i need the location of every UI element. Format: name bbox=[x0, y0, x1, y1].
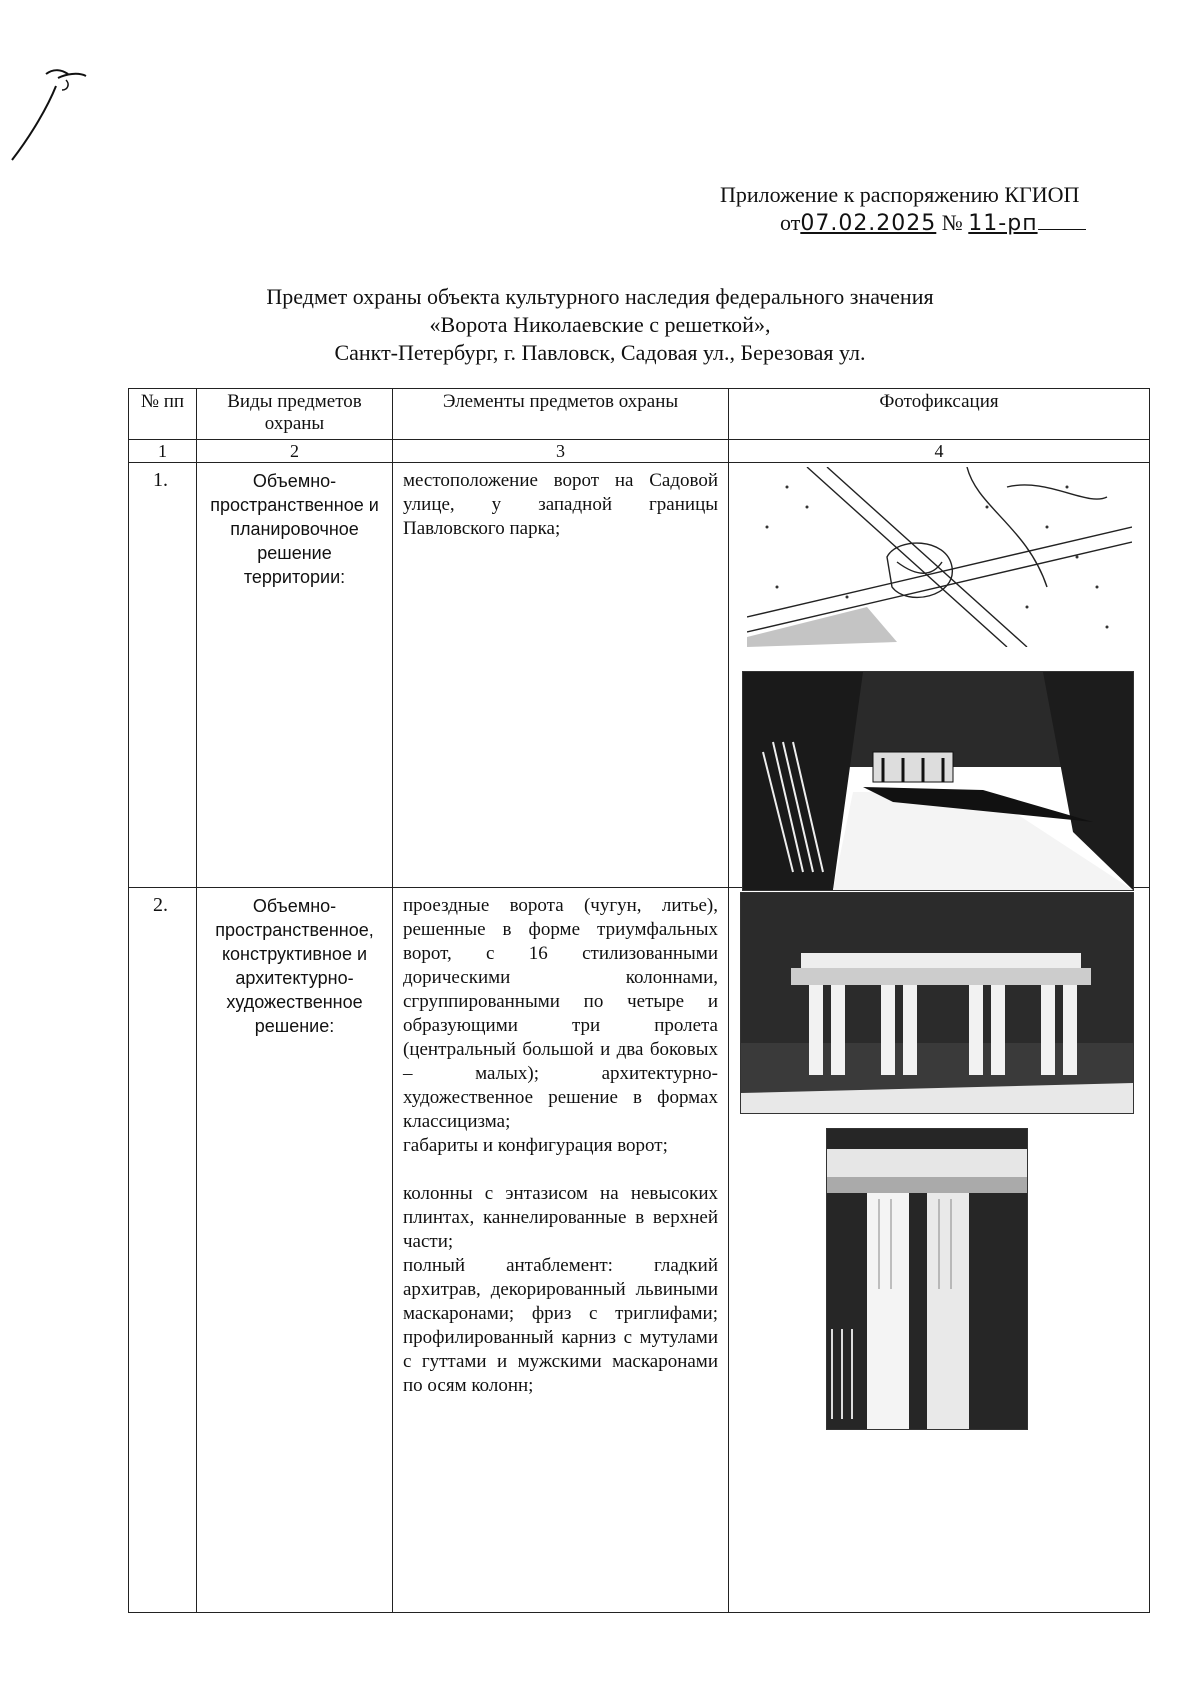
protection-type: Объемно-пространственное и планировочное решение территории: bbox=[197, 463, 393, 888]
column-number-row bbox=[129, 440, 1150, 463]
header-photo: Фотофиксация bbox=[729, 389, 1150, 440]
table-row bbox=[129, 463, 1150, 888]
order-number: 11-рп bbox=[968, 211, 1038, 236]
element-text: проездные ворота (чугун, литье), решенные в форме триумфальных ворот, с 16 стилизованными дорическими колоннами, сгруппированными по четыре и образующими три пролета (центральный большой и два боковых – малых); архитектурно-художественное решение в формах классицизма; bbox=[403, 895, 718, 1132]
colnum-3: 3 bbox=[393, 440, 729, 463]
gate-front-photo bbox=[740, 892, 1134, 1114]
element-text: колонны с энтазисом на невысоких плинтах, каннелированные в верхней части; bbox=[403, 1183, 718, 1252]
table-header-row bbox=[129, 389, 1150, 440]
element-text: габариты и конфигурация ворот; bbox=[403, 1135, 668, 1156]
order-prefix: от bbox=[780, 210, 801, 235]
element-text: полный антаблемент: гладкий архитрав, декорированный львиными маскаронами; фриз с триглифами; профилированный карниз с мутулами с гуттами и мужскими маскаронами по осям колонн; bbox=[403, 1255, 718, 1396]
column-detail-photo bbox=[826, 1128, 1028, 1430]
table-row bbox=[129, 888, 1150, 1613]
title-line-1: Предмет охраны объекта культурного наследия федерального значения bbox=[266, 284, 934, 309]
element-text: местоположение ворот на Садовой улице, у западной границы Павловского парка; bbox=[403, 470, 718, 539]
document-title bbox=[0, 283, 1200, 367]
site-plan-map-image bbox=[747, 467, 1132, 647]
title-line-2: «Ворота Николаевские с решеткой», bbox=[429, 312, 771, 337]
title-line-3: Санкт-Петербург, г. Павловск, Садовая ул., Березовая ул. bbox=[334, 340, 866, 365]
appendix-caption: Приложение к распоряжению КГИОП bbox=[720, 182, 1080, 207]
protection-type: Объемно-пространственное, конструктивное и архитектурно-художественное решение: bbox=[197, 888, 393, 1613]
handwritten-signature bbox=[8, 60, 118, 170]
protection-elements bbox=[393, 888, 729, 1613]
photo-cell bbox=[729, 888, 1150, 1613]
colnum-2: 2 bbox=[197, 440, 393, 463]
order-date: 07.02.2025 bbox=[800, 211, 937, 236]
colnum-1: 1 bbox=[129, 440, 197, 463]
protection-table bbox=[128, 388, 1150, 1613]
order-reference bbox=[780, 210, 1086, 236]
order-number-underline bbox=[1038, 215, 1086, 230]
colnum-4: 4 bbox=[729, 440, 1150, 463]
row-number: 2. bbox=[129, 888, 197, 1613]
protection-elements bbox=[393, 463, 729, 888]
gate-alley-photo bbox=[742, 671, 1134, 891]
header-type: Виды предметов охраны bbox=[197, 389, 393, 440]
header-num: № пп bbox=[129, 389, 197, 440]
header-elements: Элементы предметов охраны bbox=[393, 389, 729, 440]
row-number: 1. bbox=[129, 463, 197, 888]
photo-cell bbox=[729, 463, 1150, 888]
order-number-sign: № bbox=[941, 210, 963, 235]
